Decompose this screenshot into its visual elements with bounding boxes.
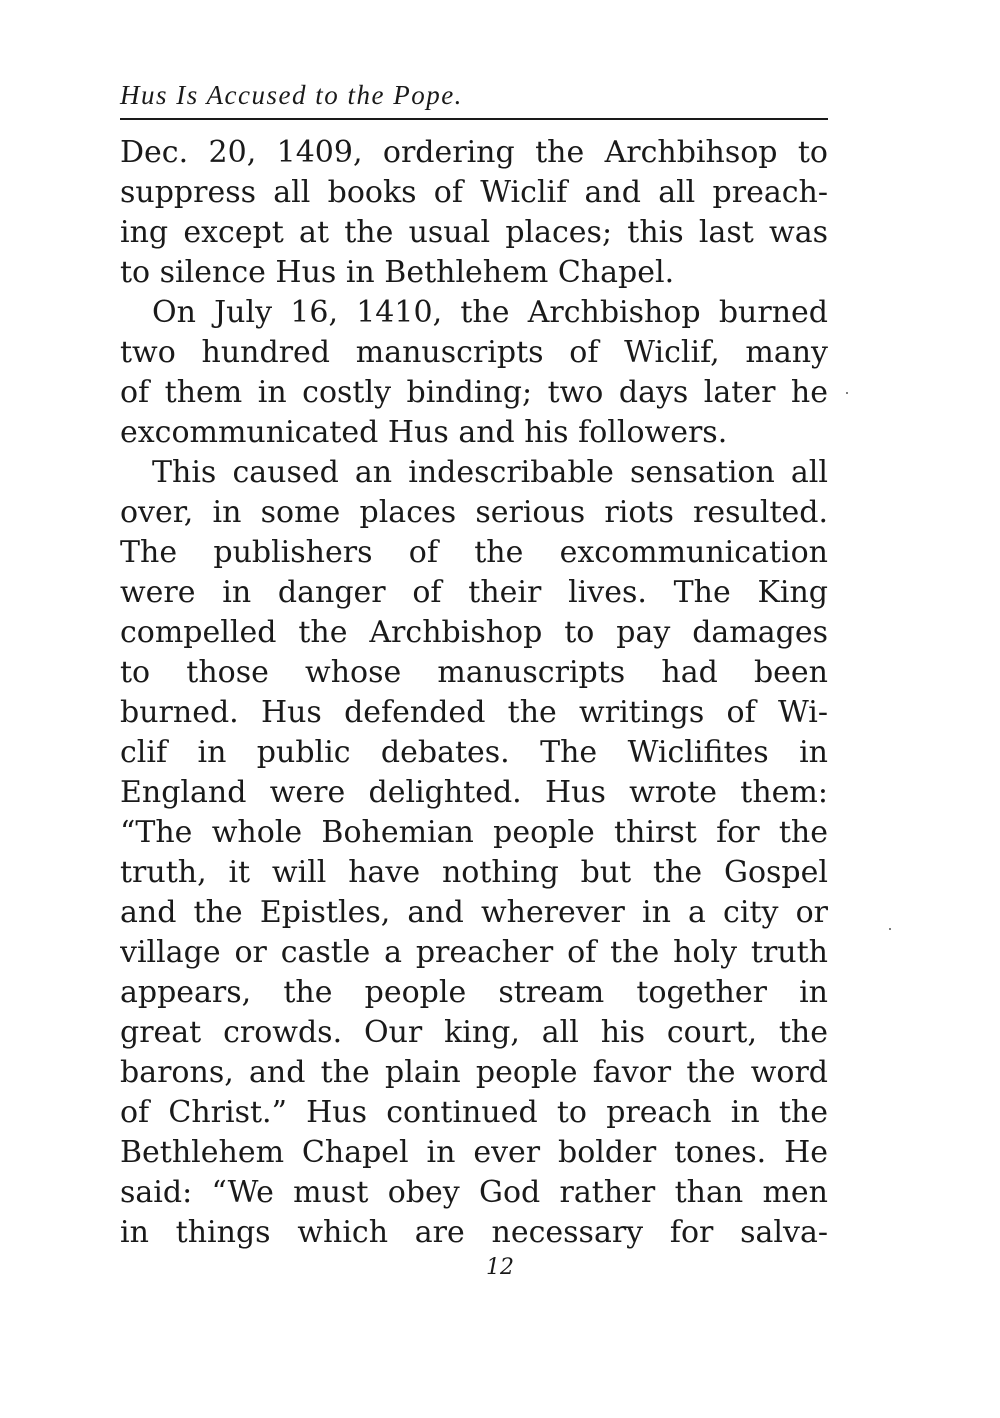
text-line: of Christ.” Hus continued to preach in the	[120, 1095, 828, 1130]
text-line: to silence Hus in Bethlehem Chapel.	[120, 255, 675, 290]
text-line: compelled the Archbishop to pay damages	[120, 615, 828, 650]
text-line: said: “We must obey God rather than men	[120, 1175, 828, 1210]
text-line: over, in some places serious riots resulted.	[120, 495, 828, 530]
text-line: truth, it will have nothing but the Gospel	[120, 855, 828, 890]
paragraph	[120, 453, 828, 1253]
running-header	[120, 78, 828, 120]
text-line: village or castle a preacher of the holy truth	[120, 935, 828, 970]
text-line: were in danger of their lives. The King	[120, 575, 828, 610]
text-line: and the Epistles, and wherever in a city or	[120, 895, 828, 930]
paragraph	[120, 133, 828, 293]
body-text	[120, 133, 828, 1253]
page-number: 12	[486, 1255, 514, 1280]
text-line: England were delighted. Hus wrote them:	[120, 775, 828, 810]
paragraph	[120, 293, 828, 453]
text-line: This caused an indescribable sensation all	[152, 455, 828, 490]
text-line: excommunicated Hus and his followers.	[120, 415, 728, 450]
running-header-title: Hus Is Accused to the Pope.	[120, 80, 463, 110]
text-line: clif in public debates. The Wiclifites in	[120, 735, 828, 770]
text-line: in things which are necessary for salva-	[120, 1215, 828, 1250]
text-line: burned. Hus defended the writings of Wi-	[120, 695, 828, 730]
text-line: of them in costly binding; two days later he	[120, 375, 828, 410]
print-speck	[889, 928, 891, 930]
text-line: The publishers of the excommunication	[120, 535, 828, 570]
text-line: barons, and the plain people favor the word	[120, 1055, 828, 1090]
text-line: two hundred manuscripts of Wiclif, many	[120, 335, 828, 370]
print-speck	[846, 392, 848, 394]
text-line: to those whose manuscripts had been	[120, 655, 828, 690]
text-line: suppress all books of Wiclif and all preach-	[120, 175, 828, 210]
text-line: Dec. 20, 1409, ordering the Archbihsop to	[120, 135, 828, 170]
text-line: great crowds. Our king, all his court, the	[120, 1015, 828, 1050]
text-line: On July 16, 1410, the Archbishop burned	[152, 295, 828, 330]
text-line: appears, the people stream together in	[120, 975, 828, 1010]
text-line: ing except at the usual places; this last was	[120, 215, 828, 250]
text-line: Bethlehem Chapel in ever bolder tones. He	[120, 1135, 828, 1170]
text-line: “The whole Bohemian people thirst for the	[120, 815, 828, 850]
